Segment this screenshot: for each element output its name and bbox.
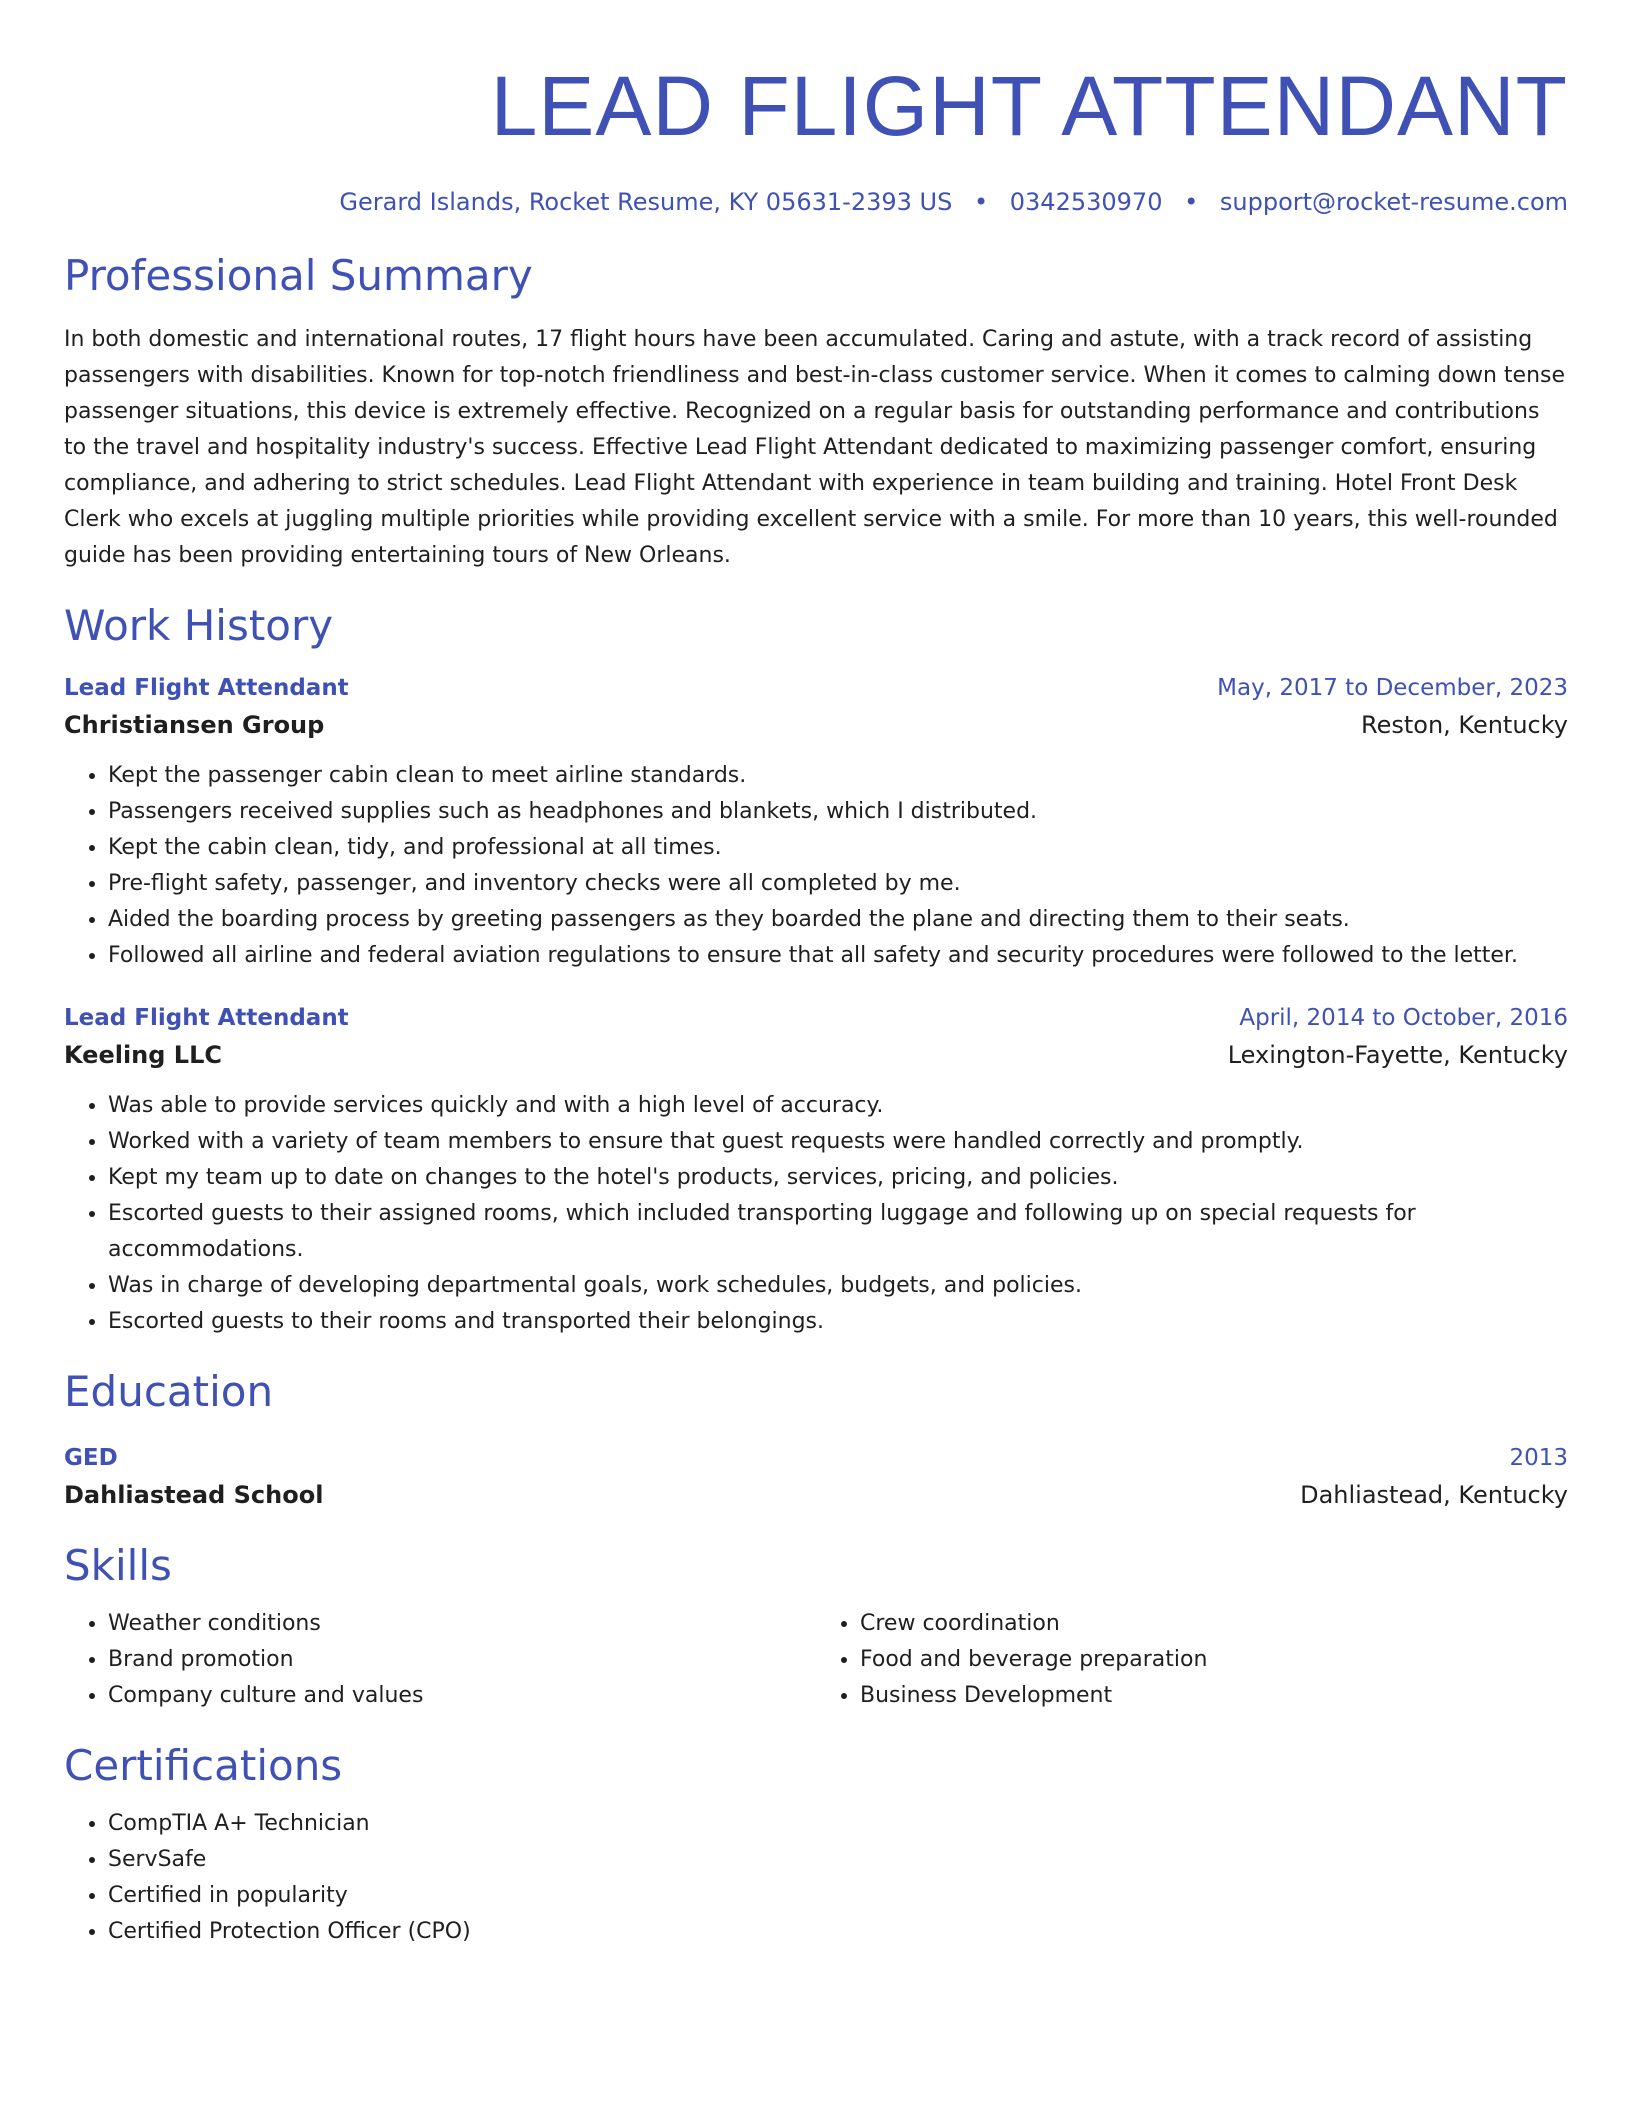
certifications-list — [64, 1806, 1568, 1950]
list-item: • Escorted guests to their assigned rooms, which included transporting luggage and following up on special requests for accommodations. — [108, 1196, 1568, 1268]
education-subheader — [64, 1476, 1568, 1514]
list-item: • Was in charge of developing departmental goals, work schedules, budgets, and policies. — [108, 1268, 1568, 1304]
certifications-heading: Certifications — [64, 1741, 343, 1790]
job-company: Keeling LLC — [64, 1041, 223, 1069]
job-subheader — [64, 1036, 1568, 1074]
education-school: Dahliastead School — [64, 1481, 324, 1509]
list-item: • Was able to provide services quickly and with a high level of accuracy. — [108, 1088, 1568, 1124]
list-item: • Kept my team up to date on changes to the hotel's products, services, pricing, and policies. — [108, 1160, 1568, 1196]
skills-column-left — [64, 1606, 816, 1714]
candidate-title: LEAD FLIGHT ATTENDANT — [490, 59, 1568, 153]
job-location: Lexington-Fayette, Kentucky — [1227, 1041, 1568, 1069]
education-heading: Education — [64, 1367, 274, 1416]
list-item: • Escorted guests to their rooms and transported their belongings. — [108, 1304, 1568, 1340]
job-dates: May, 2017 to December, 2023 — [1217, 675, 1568, 701]
contact-phone[interactable]: 0342530970 — [1009, 188, 1163, 216]
job-role: Lead Flight Attendant — [64, 675, 349, 701]
job-subheader — [64, 706, 1568, 744]
list-item: • Worked with a variety of team members to ensure that guest requests were handled correctly and promptly. — [108, 1124, 1568, 1160]
list-item: • Kept the cabin clean, tidy, and professional at all times. — [108, 830, 1568, 866]
job-header — [64, 670, 1568, 706]
summary-text: In both domestic and international routes, 17 flight hours have been accumulated. Caring and astute, with a track record of assisting passengers with disabilities. Known for top-notch friendliness and best-in-class customer service. When it comes to calming down tense passenger situations, this device is extremely effective. Recognized on a regular basis for outstanding performance and contributions to the travel and hospitality industry's success. Effective Lead Flight Attendant dedicated to maximizing passenger comfort, ensuring compliance, and adhering to strict schedules. Lead Flight Attendant with experience in team building and training. Hotel Front Desk Clerk who excels at juggling multiple priorities while providing excellent service with a smile. For more than 10 years, this well-rounded guide has been providing entertaining tours of New Orleans. — [64, 327, 1566, 568]
list-item: • Kept the passenger cabin clean to meet airline standards. — [108, 758, 1568, 794]
job-role: Lead Flight Attendant — [64, 1005, 349, 1031]
resume-header — [64, 0, 1568, 218]
list-item: • ServSafe — [108, 1842, 1568, 1878]
list-item: • CompTIA A+ Technician — [108, 1806, 1568, 1842]
summary-heading: Professional Summary — [64, 251, 533, 300]
job-location: Reston, Kentucky — [1360, 711, 1568, 739]
work-history-heading: Work History — [64, 601, 334, 650]
list-item: • Certified Protection Officer (CPO) — [108, 1914, 1568, 1950]
education-location: Dahliastead, Kentucky — [1300, 1481, 1568, 1509]
education-year: 2013 — [1509, 1445, 1568, 1471]
job-header — [64, 1000, 1568, 1036]
education-header — [64, 1440, 1568, 1476]
job-dates: April, 2014 to October, 2016 — [1239, 1005, 1568, 1031]
contact-email[interactable]: support@rocket-resume.com — [1219, 188, 1568, 216]
job-bullets — [64, 1088, 1568, 1340]
list-item: • Followed all airline and federal aviation regulations to ensure that all safety and security procedures were followed to the letter. — [108, 938, 1568, 974]
job-bullets — [64, 758, 1568, 974]
list-item: • Brand promotion — [108, 1642, 816, 1678]
list-item: • Company culture and values — [108, 1678, 816, 1714]
skills-grid — [64, 1606, 1568, 1714]
skills-heading: Skills — [64, 1541, 172, 1590]
job-company: Christiansen Group — [64, 711, 325, 739]
job-entry — [64, 1000, 1568, 1340]
list-item: • Crew coordination — [860, 1606, 1568, 1642]
list-item: • Passengers received supplies such as headphones and blankets, which I distributed. — [108, 794, 1568, 830]
list-item: • Aided the boarding process by greeting passengers as they boarded the plane and directing them to their seats. — [108, 902, 1568, 938]
contact-separator: • — [973, 188, 989, 216]
list-item: • Pre-flight safety, passenger, and inventory checks were all completed by me. — [108, 866, 1568, 902]
job-entry — [64, 670, 1568, 974]
education-degree: GED — [64, 1445, 118, 1471]
list-item: • Business Development — [860, 1678, 1568, 1714]
contact-line — [64, 186, 1568, 218]
skills-column-right — [816, 1606, 1568, 1714]
list-item: • Food and beverage preparation — [860, 1642, 1568, 1678]
list-item: • Weather conditions — [108, 1606, 816, 1642]
list-item: • Certified in popularity — [108, 1878, 1568, 1914]
contact-address: Gerard Islands, Rocket Resume, KY 05631-2393 US — [339, 188, 953, 216]
contact-separator: • — [1184, 188, 1199, 216]
